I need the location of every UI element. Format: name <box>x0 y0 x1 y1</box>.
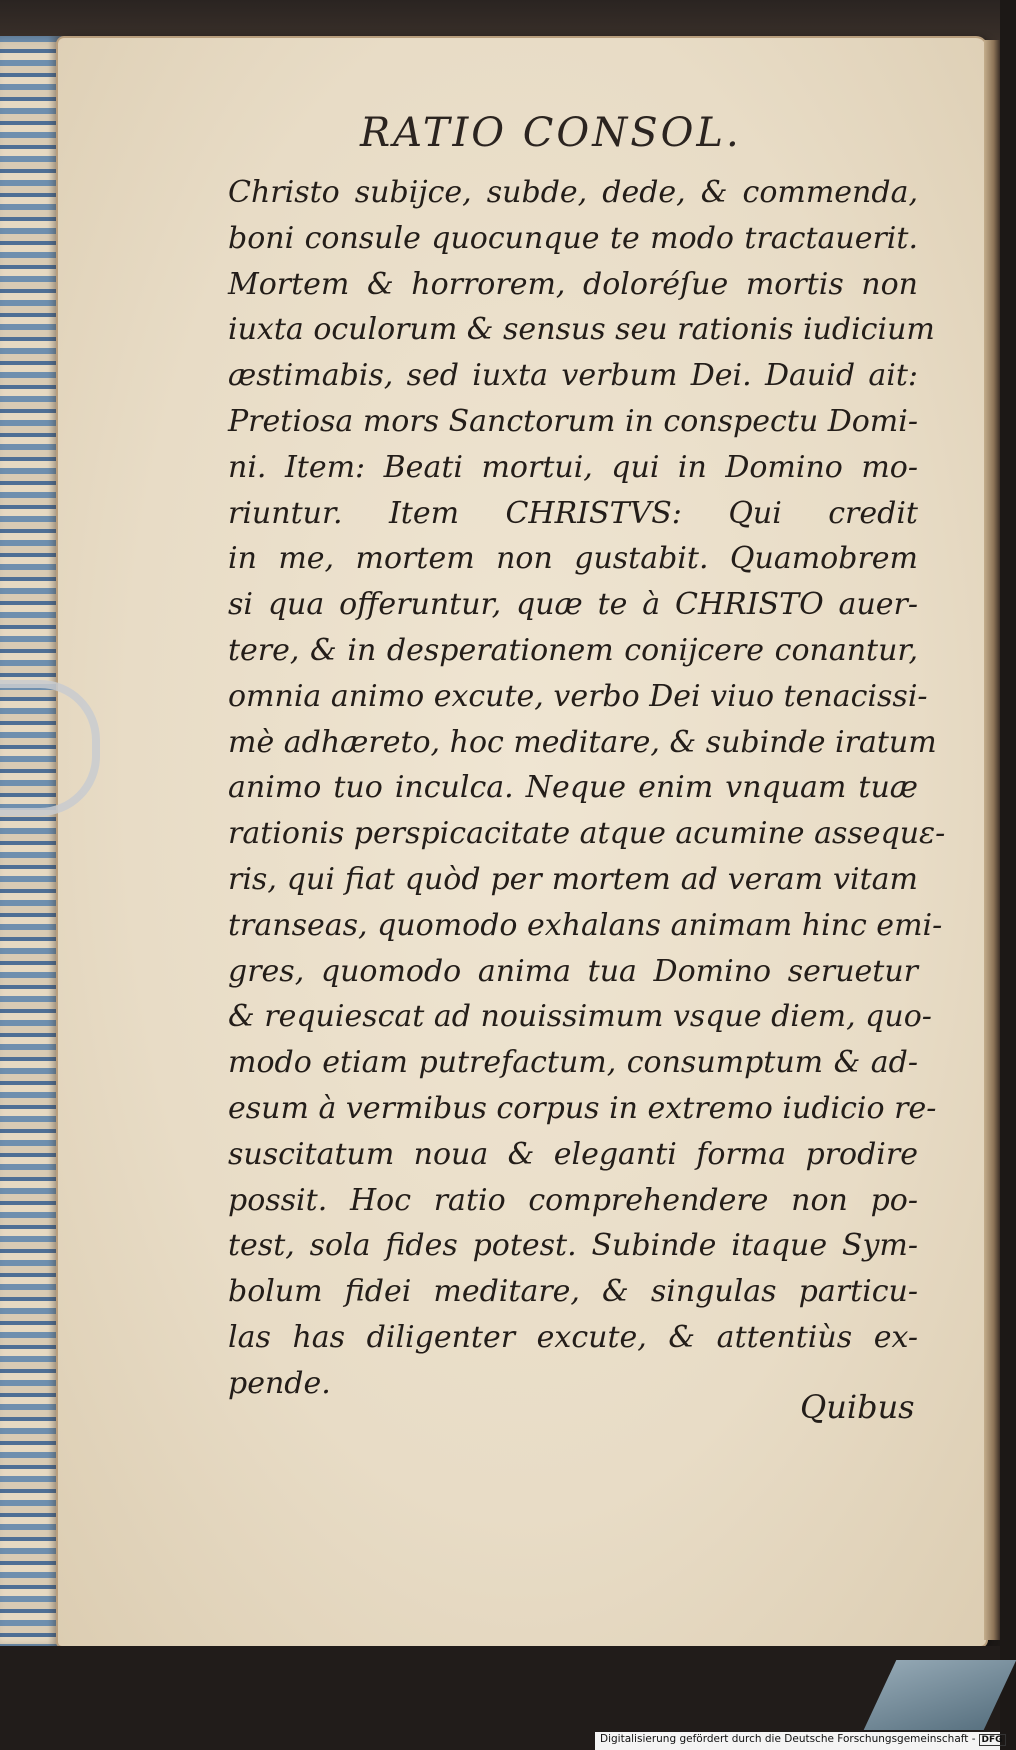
text-line: test, sola fides potest. Subinde itaque Sym- <box>228 1228 918 1264</box>
text-line: bolum fidei meditare, & singulas particu- <box>228 1274 918 1310</box>
text-line: rationis perspicacitate atque acumine assequε- <box>228 816 946 852</box>
text-line: ni. Item: Beati mortui, qui in Domino mo- <box>228 449 918 485</box>
credit-text: Digitalisierung gefördert durch die Deutsche Forschungsgemeinschaft - <box>600 1733 976 1745</box>
text-line: possit. Hoc ratio comprehendere non po- <box>228 1182 918 1218</box>
catchword: Quibus <box>800 1388 915 1426</box>
text-line: animo tuo inculca. Neque enim vnquam tuæ <box>228 770 918 806</box>
text-line: Mortem & horrorem, doloréſue mortis non <box>228 266 918 302</box>
text-line: esum à vermibus corpus in extremo iudicio re- <box>228 1090 937 1126</box>
text-line: omnia animo excute, verbo Dei viuo tenacissi- <box>228 678 928 714</box>
digitization-credit <box>600 1733 1006 1746</box>
text-line: iuxta oculorum & sensus seu rationis iudicium <box>228 312 935 348</box>
text-line: las has diligenter excute, & attentiùs ex- <box>228 1319 918 1355</box>
text-line: pende. <box>228 1365 331 1401</box>
text-line: transeas, quomodo exhalans animam hinc emi- <box>228 907 943 943</box>
running-header: RATIO CONSOL. <box>360 110 742 156</box>
top-shadow <box>0 0 1000 42</box>
text-line: gres, quomodo anima tua Domino seruetur <box>228 953 918 989</box>
text-line: boni consule quocunque te modo tractauerit. <box>228 220 918 256</box>
dfg-logo: DFG <box>979 1734 1006 1746</box>
text-line: & requiescat ad nouissimum vsque diem, quo- <box>228 999 932 1035</box>
text-line: Pretiosa mors Sanctorum in conspectu Domi- <box>228 403 918 439</box>
page-edge <box>984 40 1000 1640</box>
text-line: suscitatum noua & eleganti forma prodire <box>228 1136 918 1172</box>
book-spine-edge <box>0 36 62 1646</box>
text-line: riuntur. Item CHRISTVS: Qui credit <box>228 495 918 531</box>
text-line: si qua offeruntur, quæ te à CHRISTO auer- <box>228 587 918 623</box>
text-line: æstimabis, sed iuxta verbum Dei. Dauid ait: <box>228 358 918 394</box>
text-line: modo etiam putrefactum, consumptum & ad- <box>228 1045 918 1081</box>
bookmark-ribbon-loop <box>0 680 100 816</box>
text-line: Christo subijce, subde, dede, & commenda, <box>228 175 918 210</box>
body-text <box>228 170 946 1407</box>
text-line: tere, & in desperationem conijcere conantur, <box>228 632 918 668</box>
text-line: mè adhæreto, hoc meditare, & subinde iratum <box>228 724 937 760</box>
text-line: in me, mortem non gustabit. Quamobrem <box>228 541 918 577</box>
text-line: ris, qui fiat quòd per mortem ad veram vitam <box>228 861 918 897</box>
